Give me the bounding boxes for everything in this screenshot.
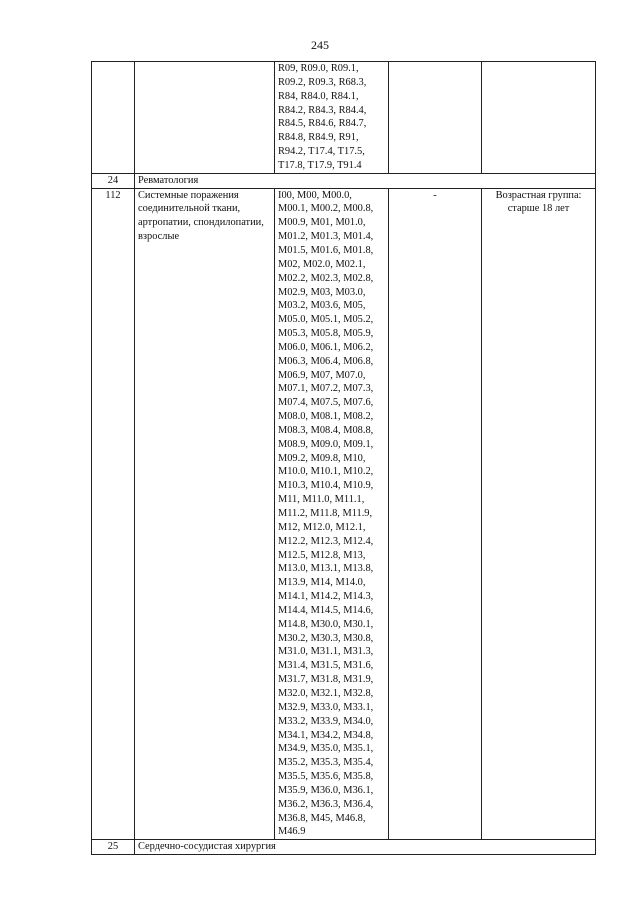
row-name: Системные поражения соединительной ткани, артропатии, спондилопатии, взрослые (135, 188, 275, 840)
table-row-112 (92, 188, 596, 840)
section-number: 25 (92, 840, 135, 855)
cell-name (135, 62, 275, 174)
cell-col4 (389, 62, 482, 174)
cell-num (92, 62, 135, 174)
row-col4: - (389, 188, 482, 840)
row-number: 112 (92, 188, 135, 840)
section-title: Ревматология (135, 173, 596, 188)
page-number: 245 (311, 38, 329, 52)
table-row-continuation (92, 62, 596, 174)
row-col5: Возрастная группа: старше 18 лет (482, 188, 596, 840)
section-number: 24 (92, 173, 135, 188)
cell-codes: R09, R09.0, R09.1, R09.2, R09.3, R68.3, R84, R84.0, R84.1, R84.2, R84.3, R84.4, R84.5, R84.6, R84.7, R84.8, R84.9, R91, R94.2, T17.4, T17.5, T17.8, T17.9, T91.4 (275, 62, 389, 174)
section-title: Сердечно-сосудистая хирургия (135, 840, 596, 855)
section-row-rheumatology (92, 173, 596, 188)
section-row-cardiovascular-surgery (92, 840, 596, 855)
cell-col5 (482, 62, 596, 174)
tariff-table (91, 61, 596, 855)
row-codes: I00, M00, M00.0, M00.1, M00.2, M00.8, M00.9, M01, M01.0, M01.2, M01.3, M01.4, M01.5, M01.6, M01.8, M02, M02.0, M02.1, M02.2, M02.3, M02.8, M02.9, M03, M03.0, M03.2, M03.6, M05, M05.0, M05.1, M05.2, M05.3, M05.8, M05.9, M06.0, M06.1, M06.2, M06.3, M06.4, M06.8, M06.9, M07, M07.0, M07.1, M07.2, M07.3, M07.4, M07.5, M07.6, M08.0, M08.1, M08.2, M08.3, M08.4, M08.8, M08.9, M09.0, M09.1, M09.2, M09.8, M10, M10.0, M10.1, M10.2, M10.3, M10.4, M10.9, M11, M11.0, M11.1, M11.2, M11.8, M11.9, M12, M12.0, M12.1, M12.2, M12.3, M12.4, M12.5, M12.8, M13, M13.0, M13.1, M13.8, M13.9, M14, M14.0, M14.1, M14.2, M14.3, M14.4, M14.5, M14.6, M14.8, M30.0, M30.1, M30.2, M30.3, M30.8, M31.0, M31.1, M31.3, M31.4, M31.5, M31.6, M31.7, M31.8, M31.9, M32.0, M32.1, M32.8, M32.9, M33.0, M33.1, M33.2, M33.9, M34.0, M34.1, M34.2, M34.8, M34.9, M35.0, M35.1, M35.2, M35.3, M35.4, M35.5, M35.6, M35.8, M35.9, M36.0, M36.1, M36.2, M36.3, M36.4, M36.8, M45, M46.8, M46.9 (275, 188, 389, 840)
